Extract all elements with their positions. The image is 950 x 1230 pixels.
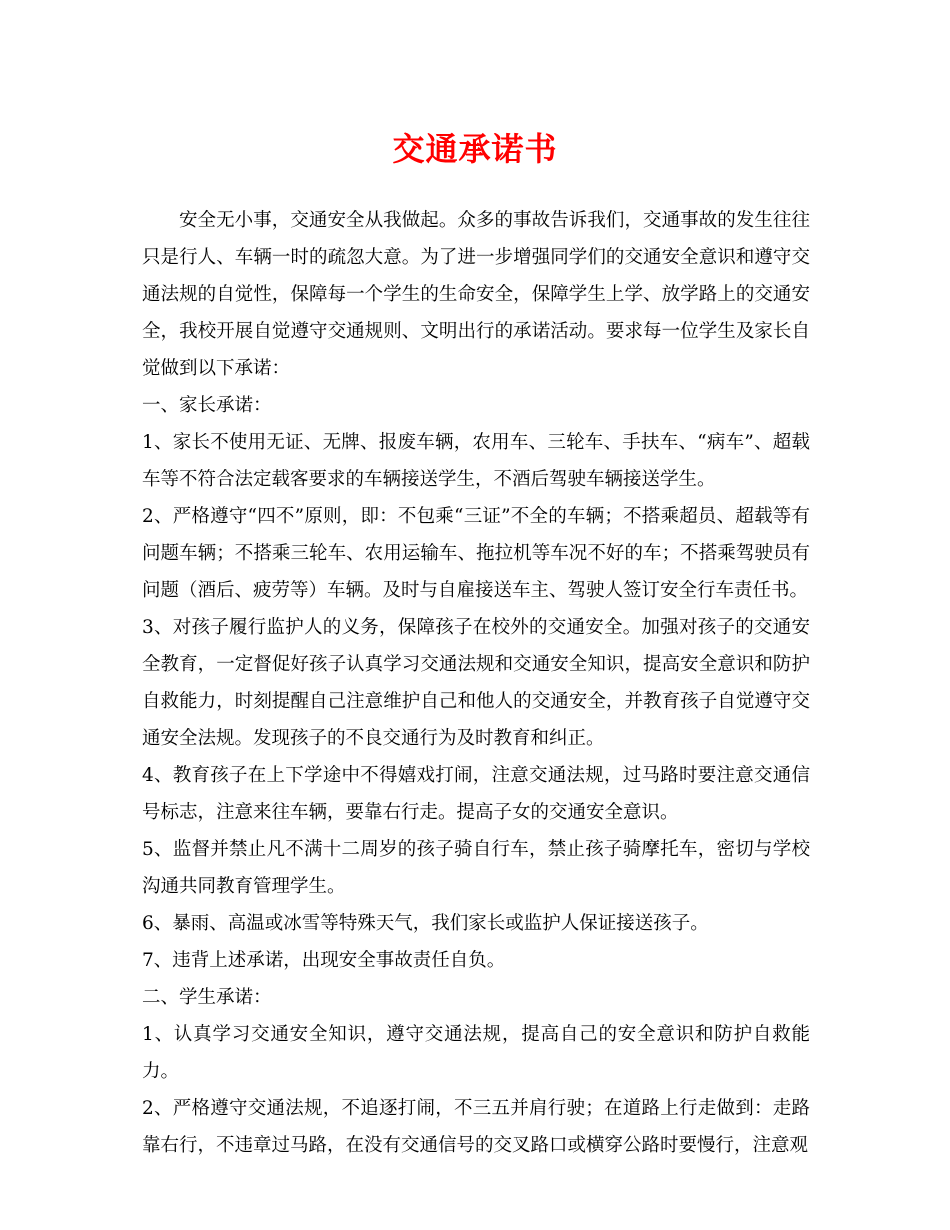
section-heading-parent: 一、家长承诺： <box>142 395 272 416</box>
document-body <box>142 202 810 1164</box>
parent-promise-item-3: 3、对孩子履行监护人的义务，保障孩子在校外的交通安全。加强对孩子的交通安全教育，一定督促好孩子认真学习交通法规和交通安全知识，提高安全意识和防护自救能力，时刻提醒自己注意维护自己和他人的交通安全，并教育孩子自觉遵守交通安全法规。发现孩子的不良交通行为及时教育和纠正。 <box>142 617 810 749</box>
parent-promise-item-4: 4、教育孩子在上下学途中不得嬉戏打闹，注意交通法规，过马路时要注意交通信号标志，注意来往车辆，要靠右行走。提高子女的交通安全意识。 <box>142 765 810 823</box>
intro-paragraph: 安全无小事，交通安全从我做起。众多的事故告诉我们，交通事故的发生往往只是行人、车辆一时的疏忽大意。为了进一步增强同学们的交通安全意识和遵守交通法规的自觉性，保障每一个学生的生命安全，保障学生上学、放学路上的交通安全，我校开展自觉遵守交通规则、文明出行的承诺活动。要求每一位学生及家长自觉做到以下承诺： <box>142 210 810 379</box>
student-promise-item-1: 1、认真学习交通安全知识，遵守交通法规，提高自己的安全意识和防护自救能力。 <box>142 1024 810 1082</box>
parent-promise-item-2: 2、严格遵守“四不”原则，即：不包乘“三证”不全的车辆；不搭乘超员、超载等有问题车辆；不搭乘三轮车、农用运输车、拖拉机等车况不好的车；不搭乘驾驶员有问题（酒后、疲劳等）车辆。及时与自雇接送车主、驾驶人签订安全行车责任书。 <box>142 506 810 601</box>
parent-promise-item-7: 7、违背上述承诺，出现安全事故责任自负。 <box>142 950 506 971</box>
student-promise-item-2: 2、严格遵守交通法规，不追逐打闹，不三五并肩行驶；在道路上行走做到：走路靠右行，不违章过马路，在没有交通信号的交叉路口或横穿公路时要慢行，注意观 <box>142 1098 810 1156</box>
parent-promise-item-5: 5、监督并禁止凡不满十二周岁的孩子骑自行车，禁止孩子骑摩托车，密切与学校沟通共同教育管理学生。 <box>142 839 810 897</box>
parent-promise-item-1: 1、家长不使用无证、无牌、报废车辆，农用车、三轮车、手扶车、“病车”、超载车等不符合法定载客要求的车辆接送学生，不酒后驾驶车辆接送学生。 <box>142 432 810 490</box>
parent-promise-item-6: 6、暴雨、高温或冰雪等特殊天气，我们家长或监护人保证接送孩子。 <box>142 913 709 934</box>
document-title: 交通承诺书 <box>392 130 558 168</box>
section-heading-student: 二、学生承诺： <box>142 987 272 1008</box>
